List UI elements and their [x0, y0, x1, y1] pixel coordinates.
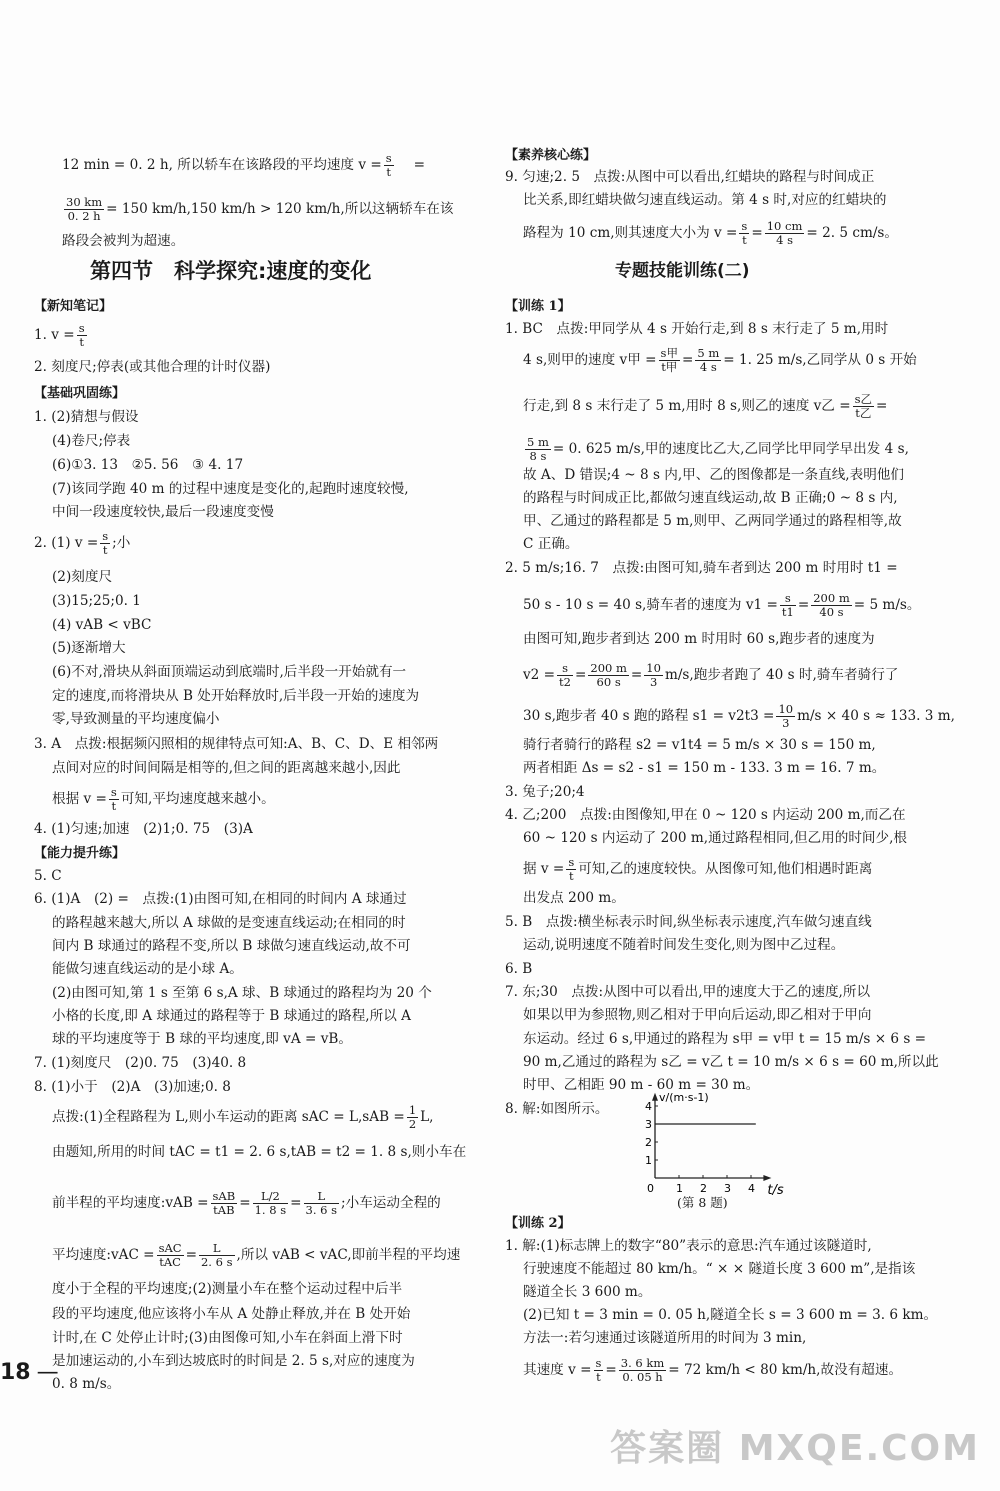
fraction: $\frac{5 m}{8 s}$	[527, 435, 549, 463]
text-line: 6. (1)A (2) = 点拨:(1)由图可知,在相同的时间内 A 球通过	[34, 891, 407, 907]
text-line: v2 = $\frac{s}{t2}$ = $\frac{200 m}{60 s}$ = $\frac{10}{3}$ m/s,跑步者跑了 40 s 时,骑车者骑行了	[523, 661, 899, 689]
text-line: 60 ~ 120 s 内运动了 200 m,通过路程相同,但乙用的时间少,根	[523, 830, 908, 846]
fraction: $\frac{10 cm}{4 s}$	[766, 219, 803, 247]
fraction: $\frac{s}{t}$	[102, 529, 109, 557]
text-line: 4 s,则甲的速度 v甲 = $\frac{\text{s甲}}{\text{t甲}}$ = $\frac{5 m}{4 s}$ = 1. 25 m/s,乙同学从 0 s 开始	[523, 346, 917, 374]
y-tick-label: 4	[645, 1100, 652, 1113]
text-line: (7)该同学跑 40 m 的过程中速度是变化的,起跑时速度较慢,	[52, 481, 409, 497]
text-line: 的路程越来越大,所以 A 球做的是变速直线运动;在相同的时	[52, 915, 406, 931]
text-line: 方法一:若匀速通过该隧道所用的时间为 3 min,	[523, 1330, 807, 1346]
text-line: 两者相距 Δs = s2 - s1 = 150 m - 133. 3 m = 16. 7 m。	[523, 760, 886, 776]
x-tick-label: 2	[700, 1182, 707, 1195]
text-line: (4)卷尺;停表	[52, 433, 131, 449]
section-label: 【训练 1】	[505, 299, 571, 314]
text-line: 间内 B 球通过的路程不变,所以 B 球做匀速直线运动,故不可	[52, 938, 411, 954]
text-line: 2. 刻度尺;停表(或其他合理的计时仪器)	[34, 359, 271, 375]
fraction: $\frac{s}{t}$	[741, 219, 748, 247]
text-line: 2. 5 m/s;16. 7 点拨:由图可知,骑车者到达 200 m 时用时 t1 =	[505, 560, 898, 576]
text-line: (2)由图可知,第 1 s 至第 6 s,A 球、B 球通过的路程均为 20 个	[52, 985, 432, 1001]
section-label: 【新知笔记】	[34, 299, 113, 314]
fraction: $\frac{\text{sAB}}{\text{tAB}}$	[212, 1189, 236, 1217]
fraction: $\frac{s}{t}$	[568, 855, 575, 883]
fraction: $\frac{s}{t}$	[385, 151, 392, 179]
text-line: 4. (1)匀速;加速 (2)1;0. 75 (3)A	[34, 821, 253, 837]
text-line: 由题知,所用的时间 tAC = t1 = 2. 6 s,tAB = t2 = 1. 8 s,则小车在	[52, 1144, 467, 1160]
text-line: (2)刻度尺	[52, 569, 113, 585]
text-line: 零,导致测量的平均速度偏小	[52, 711, 220, 727]
fraction: $\frac{\text{s甲}}{\text{t甲}}$	[660, 346, 678, 374]
text-line: 1. v = $\frac{s}{t}$	[34, 321, 85, 349]
text-line: 5. C	[34, 868, 62, 884]
text-line: 据 v = $\frac{s}{t}$ 可知,乙的速度较快。从图像可知,他们相遇时距离	[523, 855, 873, 883]
fraction: $\frac{s}{t1}$	[781, 591, 794, 619]
fraction: $\frac{s}{t}$	[110, 785, 117, 813]
text-line: $\frac{5 m}{8 s}$ = 0. 625 m/s,甲的速度比乙大,乙同学比甲同学早出发 4 s,	[527, 435, 909, 463]
section-label: 【训练 2】	[505, 1216, 571, 1231]
fraction: $\frac{L/2}{1. 8 s}$	[254, 1189, 287, 1217]
text-line: 路程为 10 cm,则其速度大小为 v = $\frac{s}{t}$ = $\frac{10 cm}{4 s}$ = 2. 5 cm/s。	[523, 219, 898, 247]
x-tick-label: 4	[748, 1182, 755, 1195]
fraction: $\frac{1}{2}$	[408, 1103, 417, 1131]
text-line: 段的平均速度,他应该将小车从 A 处静止释放,并在 B 处开始	[52, 1306, 411, 1322]
text-line: 骑行者骑行的路程 s2 = v1t4 = 5 m/s × 30 s = 150 m,	[523, 737, 876, 753]
text-line: 时甲、乙相距 90 m - 60 m = 30 m。	[523, 1077, 760, 1093]
text-line: 是加速运动的,小车到达坡底时的时间是 2. 5 s,对应的速度为	[52, 1353, 415, 1369]
text-line: 8. (1)小于 (2)A (3)加速;0. 8	[34, 1079, 231, 1095]
text-line: (5)逐渐增大	[52, 640, 126, 656]
text-line: 1. 解:(1)标志牌上的数字“80”表示的意思:汽车通过该隧道时,	[505, 1238, 872, 1254]
text-line: (4) vAB < vBC	[52, 617, 152, 633]
text-line: 1. BC 点拨:甲同学从 4 s 开始行走,到 8 s 末行走了 5 m,用时	[505, 321, 889, 337]
watermark: 答案圈 MXQE.COM	[610, 1428, 980, 1469]
fraction: $\frac{L}{3. 6 s}$	[305, 1189, 338, 1217]
fraction: $\frac{30 km}{0. 2 h}$	[66, 195, 103, 223]
text-line: 的路程与时间成正比,都做匀速直线运动,故 B 正确;0 ~ 8 s 内,	[523, 490, 898, 506]
text-line: 东运动。经过 6 s,甲通过的路程为 s甲 = v甲 t = 15 m/s × 6 s =	[523, 1031, 927, 1047]
text-line: 度小于全程的平均速度;(2)测量小车在整个运动过程中后半	[52, 1281, 403, 1297]
text-line: 7. (1)刻度尺 (2)0. 75 (3)40. 8	[34, 1055, 247, 1071]
text-line: C 正确。	[523, 536, 579, 552]
text-line: 计时,在 C 处停止计时;(3)由图像可知,小车在斜面上滑下时	[52, 1330, 403, 1346]
text-line: 故 A、D 错误;4 ~ 8 s 内,甲、乙的图像都是一条直线,表明他们	[523, 467, 904, 483]
section-title: 专题技能训练(二)	[615, 261, 750, 281]
text-line: 30 s,跑步者 40 s 跑的路程 s1 = v2t3 = $\frac{10}{3}$ m/s × 40 s ≈ 133. 3 m,	[523, 702, 955, 730]
fraction: $\frac{200 m}{40 s}$	[813, 591, 850, 619]
fraction: $\frac{L}{2. 6 s}$	[200, 1241, 233, 1269]
fraction: $\frac{200 m}{60 s}$	[590, 661, 627, 689]
text-line: 中间一段速度较快,最后一段速度变慢	[52, 504, 274, 520]
y-tick-label: 3	[645, 1118, 652, 1131]
text-line: 2. (1) v = $\frac{s}{t}$ ;小	[34, 529, 131, 557]
x-axis-arrow	[763, 1175, 771, 1181]
fraction: $\frac{s}{t}$	[78, 321, 85, 349]
text-line: 出发点 200 m。	[523, 890, 625, 906]
text-line: 甲、乙通过的路程都是 5 m,则甲、乙两同学通过的路程相等,故	[523, 513, 902, 529]
text-line: 路段会被判为超速。	[62, 233, 185, 249]
text-line: 比关系,即红蜡块做匀速直线运动。第 4 s 时,对应的红蜡块的	[523, 192, 887, 208]
x-axis-label: t/s	[767, 1183, 784, 1198]
fraction: $\frac{10}{3}$	[778, 702, 794, 730]
fraction: $\frac{\text{s乙}}{\text{t乙}}$	[854, 392, 873, 420]
text-line: 如果以甲为参照物,则乙相对于甲向后运动,即乙相对于甲向	[523, 1007, 872, 1023]
text-line: 平均速度:vAC = $\frac{\text{sAC}}{\text{tAC}}$ = $\frac{L}{2. 6 s}$ ,所以 vAB < vAC,即前半程的平均速	[52, 1241, 461, 1269]
text-line: 根据 v = $\frac{s}{t}$ 可知,平均速度越来越小。	[52, 785, 275, 813]
fraction: $\frac{10}{3}$	[646, 661, 661, 689]
text-line: 点拨:(1)全程路程为 L,则小车运动的距离 sAC = L,sAB = $\frac{1}{2}$ L,	[52, 1103, 434, 1131]
text-line: 3. A 点拨:根据频闪照相的规律特点可知:A、B、C、D、E 相邻两	[34, 736, 439, 752]
x-tick-label: 1	[676, 1182, 683, 1195]
text-line: 6. B	[505, 961, 533, 977]
fraction: $\frac{s}{t2}$	[559, 661, 571, 689]
section-label: 【能力提升练】	[34, 846, 126, 861]
text-line: 定的速度,而将滑块从 B 处开始释放时,后半段一开始的速度为	[52, 688, 420, 704]
text-line: 前半程的平均速度:vAB = $\frac{\text{sAB}}{\text{tAB}}$ = $\frac{L/2}{1. 8 s}$ = $\frac{L}{3. 6 s}$ ;小车运动全程的	[52, 1189, 441, 1217]
text-line: 行驶速度不能超过 80 km/h。“ × × 隧道长度 3 600 m”,是指该	[523, 1261, 916, 1277]
y-axis-arrow	[652, 1093, 658, 1101]
section-label: 【基础巩固练】	[34, 386, 126, 401]
text-line: 小格的长度,即 A 球通过的路程等于 B 球通过的路程,所以 A	[52, 1008, 411, 1024]
fraction: $\frac{s}{t}$	[595, 1356, 602, 1384]
y-tick-label: 2	[645, 1136, 652, 1149]
fraction: $\frac{3. 6 km}{0. 05 h}$	[620, 1356, 665, 1384]
section-title: 第四节 科学探究:速度的变化	[90, 259, 372, 283]
text-line: 其速度 v = $\frac{s}{t}$ = $\frac{3. 6 km}{0. 05 h}$ = 72 km/h < 80 km/h,故没有超速。	[523, 1356, 903, 1384]
x-tick-label: 0	[647, 1182, 654, 1195]
fraction: $\frac{5 m}{4 s}$	[697, 346, 720, 374]
text-line: 9. 匀速;2. 5 点拨:从图中可以看出,红蜡块的路程与时间成正	[505, 169, 875, 185]
text-line: 7. 东;30 点拨:从图中可以看出,甲的速度大于乙的速度,所以	[505, 984, 871, 1000]
text-line: (6)①3. 13 ②5. 56 ③ 4. 17	[52, 457, 244, 473]
text-line: 90 m,乙通过的路程为 s乙 = v乙 t = 10 m/s × 6 s = 60 m,所以此	[523, 1054, 939, 1070]
text-line: 50 s - 10 s = 40 s,骑车者的速度为 v1 = $\frac{s}{t1}$ = $\frac{200 m}{40 s}$ = 5 m/s。	[523, 591, 921, 619]
text-line: 运动,说明速度不随着时间发生变化,则为图中乙过程。	[523, 937, 845, 953]
text-line: (3)15;25;0. 1	[52, 593, 141, 609]
text-line: 3. 兔子;20;4	[505, 784, 585, 800]
text-line: (6)不对,滑块从斜面顶端运动到底端时,后半段一开始就有一	[52, 664, 407, 680]
page-number: 18 —	[0, 1360, 59, 1385]
y-tick-label: 1	[645, 1154, 652, 1167]
figure-caption: (第 8 题)	[677, 1195, 728, 1210]
text-line: 隧道全长 3 600 m。	[523, 1284, 652, 1300]
text-line: 1. (2)猜想与假设	[34, 409, 139, 425]
text-line: 能做匀速直线运动的是小球 A。	[52, 961, 243, 977]
text-line: 球的平均速度等于 B 球的平均速度,即 vA = vB。	[52, 1031, 352, 1047]
text-line: 5. B 点拨:横坐标表示时间,纵坐标表示速度,汽车做匀速直线	[505, 914, 872, 930]
y-axis-label: v/(m·s-1)	[659, 1090, 709, 1104]
text-line: 行走,到 8 s 末行走了 5 m,用时 8 s,则乙的速度 v乙 = $\frac{\text{s乙}}{\text{t乙}}$ =	[523, 392, 888, 420]
text-line: 点间对应的时间间隔是相等的,但之间的距离越来越小,因此	[52, 760, 401, 776]
x-tick-label: 3	[724, 1182, 731, 1195]
text-line: 8. 解:如图所示。	[505, 1101, 609, 1117]
text-line: 12 min = 0. 2 h, 所以轿车在该路段的平均速度 v = $\frac{s}{t}$ =	[62, 151, 426, 179]
text-line: 由图可知,跑步者到达 200 m 时用时 60 s,跑步者的速度为	[523, 631, 875, 647]
text-line: (2)已知 t = 3 min = 0. 05 h,隧道全长 s = 3 600 m = 3. 6 km。	[523, 1307, 938, 1323]
fraction: $\frac{\text{sAC}}{\text{tAC}}$	[158, 1241, 182, 1269]
text-line: $\frac{30 km}{0. 2 h}$ = 150 km/h,150 km/h > 120 km/h,所以这辆轿车在该	[66, 195, 454, 223]
text-line: 0. 8 m/s。	[52, 1376, 121, 1392]
section-label: 【素养核心练】	[505, 148, 597, 163]
text-line: 4. 乙;200 点拨:由图像知,甲在 0 ~ 120 s 内运动 200 m,而乙在	[505, 807, 906, 823]
